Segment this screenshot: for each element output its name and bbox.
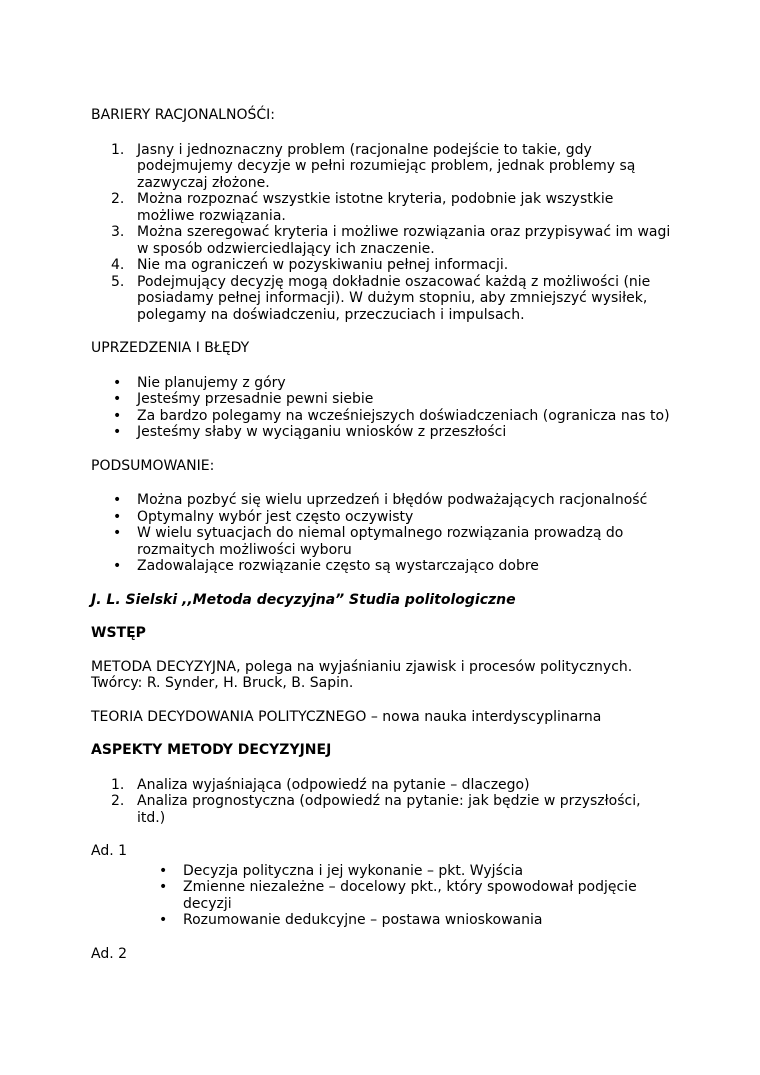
list-item	[91, 879, 671, 912]
list-uprzedzenia	[91, 375, 671, 441]
bullet-icon: •	[159, 879, 168, 895]
list-item	[91, 525, 671, 558]
list-item-text: Można rozpoznać wszystkie istotne kryteria, podobnie jak wszystkie możliwe rozwiązania.	[137, 191, 614, 224]
bullet-icon: •	[159, 862, 168, 879]
bullet-icon: •	[113, 558, 122, 574]
list-item-text: Jasny i jednoznaczny problem (racjonalne podejście to takie, gdy podejmujemy decyzje w pełni rozumiejąc problem, jednak problemy są zazwyczaj złożone.	[137, 141, 636, 191]
list-item-text: Rozumowanie dedukcyjne – postawa wnioskowania	[183, 912, 543, 928]
section-heading-aspekty: ASPEKTY METODY DECYZYJNEJ	[91, 742, 332, 758]
list-number: 1.	[111, 141, 125, 158]
list-item-text: Optymalny wybór jest często oczywisty	[137, 508, 414, 525]
list-number: 1.	[111, 776, 125, 793]
bullet-icon: •	[113, 424, 122, 440]
list-item	[91, 191, 671, 224]
list-number: 2.	[111, 793, 125, 809]
list-item	[91, 142, 671, 192]
bullet-icon: •	[113, 525, 122, 541]
section-heading-uprzedzenia: UPRZEDZENIA I BŁĘDY	[91, 340, 250, 356]
list-item	[91, 408, 671, 425]
list-item	[91, 558, 671, 575]
list-podsumowanie	[91, 492, 671, 575]
list-item	[91, 863, 671, 880]
list-item-text: Za bardzo polegamy na wcześniejszych doświadczeniach (ogranicza nas to)	[137, 407, 670, 424]
bullet-icon: •	[113, 508, 122, 525]
list-item	[91, 509, 671, 526]
section-heading-bariery: BARIERY RACJONALNOŚĆI:	[91, 107, 275, 123]
list-item	[91, 224, 671, 257]
list-item-text: W wielu sytuacjach do niemal optymalnego rozwiązania prowadzą do rozmaitych możliwości wyboru	[137, 525, 624, 558]
section-heading-wstep: WSTĘP	[91, 625, 146, 641]
list-item-text: Analiza wyjaśniająca (odpowiedź na pytanie – dlaczego)	[137, 776, 530, 793]
list-bariery	[91, 142, 671, 324]
teoria-line: TEORIA DECYDOWANIA POLITYCZNEGO – nowa nauka interdyscyplinarna	[91, 708, 602, 725]
list-item	[91, 424, 671, 441]
bullet-icon: •	[113, 407, 122, 424]
list-item-text: Podejmujący decyzję mogą dokładnie oszacować każdą z możliwości (nie posiadamy pełnej informacji). W dużym stopniu, aby zmniejszyć wysiłek, polegamy na doświadczeniu, przeczuciach i impulsach.	[137, 273, 651, 323]
list-item-text: Zmienne niezależne – docelowy pkt., który spowodował podjęcie decyzji	[183, 879, 637, 912]
list-aspekty	[91, 777, 671, 827]
section-heading-podsumowanie: PODSUMOWANIE:	[91, 457, 215, 474]
list-item-text: Nie planujemy z góry	[137, 374, 286, 391]
list-number: 2.	[111, 191, 125, 207]
document-page	[91, 107, 671, 962]
bullet-icon: •	[113, 492, 122, 508]
list-item	[91, 777, 671, 794]
list-item-text: Decyzja polityczna i jej wykonanie – pkt. Wyjścia	[183, 862, 524, 879]
list-item-text: Można szeregować kryteria i możliwe rozwiązania oraz przypisywać im wagi w sposób odzwierciedlający ich znaczenie.	[137, 224, 671, 257]
ad2-label: Ad. 2	[91, 945, 128, 962]
bullet-icon: •	[113, 374, 122, 391]
source-title: J. L. Sielski ,,Metoda decyzyjna” Studia politologiczne	[91, 591, 516, 608]
bullet-icon: •	[113, 391, 122, 407]
ad1-label: Ad. 1	[91, 843, 128, 859]
list-item	[91, 257, 671, 274]
list-item	[91, 492, 671, 509]
list-item-text: Nie ma ograniczeń w pozyskiwaniu pełnej informacji.	[137, 257, 509, 273]
list-item	[91, 375, 671, 392]
list-item-text: Analiza prognostyczna (odpowiedź na pytanie: jak będzie w przyszłości, itd.)	[137, 793, 641, 826]
bullet-icon: •	[159, 912, 168, 928]
list-number: 5.	[111, 273, 125, 290]
wstep-line-2: Twórcy: R. Synder, H. Bruck, B. Sapin.	[91, 675, 354, 691]
list-item	[91, 912, 671, 929]
list-ad1	[91, 863, 671, 929]
list-item-text: Jesteśmy słaby w wyciąganiu wniosków z przeszłości	[137, 424, 507, 440]
list-item	[91, 793, 671, 826]
list-item	[91, 274, 671, 324]
list-item	[91, 391, 671, 408]
list-number: 4.	[111, 257, 125, 273]
list-item-text: Zadowalające rozwiązanie często są wystarczająco dobre	[137, 558, 539, 574]
wstep-line-1: METODA DECYZYJNA, polega na wyjaśnianiu zjawisk i procesów politycznych.	[91, 658, 633, 675]
list-number: 3.	[111, 224, 125, 240]
list-item-text: Można pozbyć się wielu uprzedzeń i błędów podważających racjonalność	[137, 492, 648, 508]
list-item-text: Jesteśmy przesadnie pewni siebie	[137, 391, 374, 407]
